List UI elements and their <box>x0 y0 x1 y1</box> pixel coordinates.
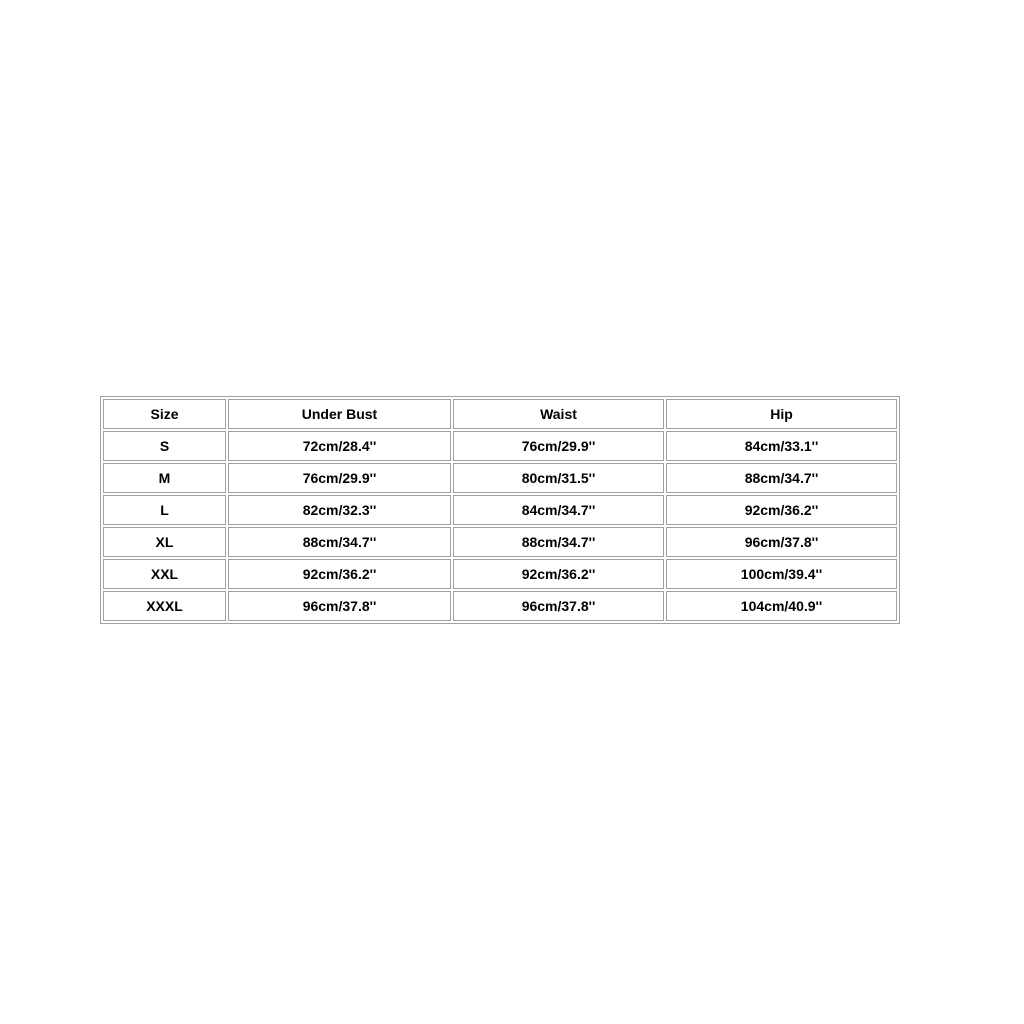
cell-waist: 88cm/34.7'' <box>453 527 664 557</box>
cell-size: S <box>103 431 226 461</box>
cell-size: XXL <box>103 559 226 589</box>
cell-under-bust: 88cm/34.7'' <box>228 527 451 557</box>
column-header-waist: Waist <box>453 399 664 429</box>
size-chart-table <box>100 396 900 624</box>
table-row <box>103 527 897 557</box>
column-header-size: Size <box>103 399 226 429</box>
cell-size: XL <box>103 527 226 557</box>
cell-waist: 92cm/36.2'' <box>453 559 664 589</box>
cell-under-bust: 72cm/28.4'' <box>228 431 451 461</box>
column-header-hip: Hip <box>666 399 897 429</box>
cell-size: XXXL <box>103 591 226 621</box>
cell-hip: 84cm/33.1'' <box>666 431 897 461</box>
table-row <box>103 559 897 589</box>
cell-hip: 100cm/39.4'' <box>666 559 897 589</box>
cell-under-bust: 82cm/32.3'' <box>228 495 451 525</box>
table-row <box>103 591 897 621</box>
table-row <box>103 495 897 525</box>
header-row <box>103 399 897 429</box>
cell-hip: 88cm/34.7'' <box>666 463 897 493</box>
cell-size: M <box>103 463 226 493</box>
cell-hip: 96cm/37.8'' <box>666 527 897 557</box>
cell-waist: 96cm/37.8'' <box>453 591 664 621</box>
table-row <box>103 431 897 461</box>
column-header-under-bust: Under Bust <box>228 399 451 429</box>
cell-size: L <box>103 495 226 525</box>
cell-under-bust: 92cm/36.2'' <box>228 559 451 589</box>
cell-under-bust: 96cm/37.8'' <box>228 591 451 621</box>
cell-waist: 84cm/34.7'' <box>453 495 664 525</box>
cell-waist: 80cm/31.5'' <box>453 463 664 493</box>
cell-waist: 76cm/29.9'' <box>453 431 664 461</box>
table-row <box>103 463 897 493</box>
cell-hip: 92cm/36.2'' <box>666 495 897 525</box>
cell-hip: 104cm/40.9'' <box>666 591 897 621</box>
cell-under-bust: 76cm/29.9'' <box>228 463 451 493</box>
